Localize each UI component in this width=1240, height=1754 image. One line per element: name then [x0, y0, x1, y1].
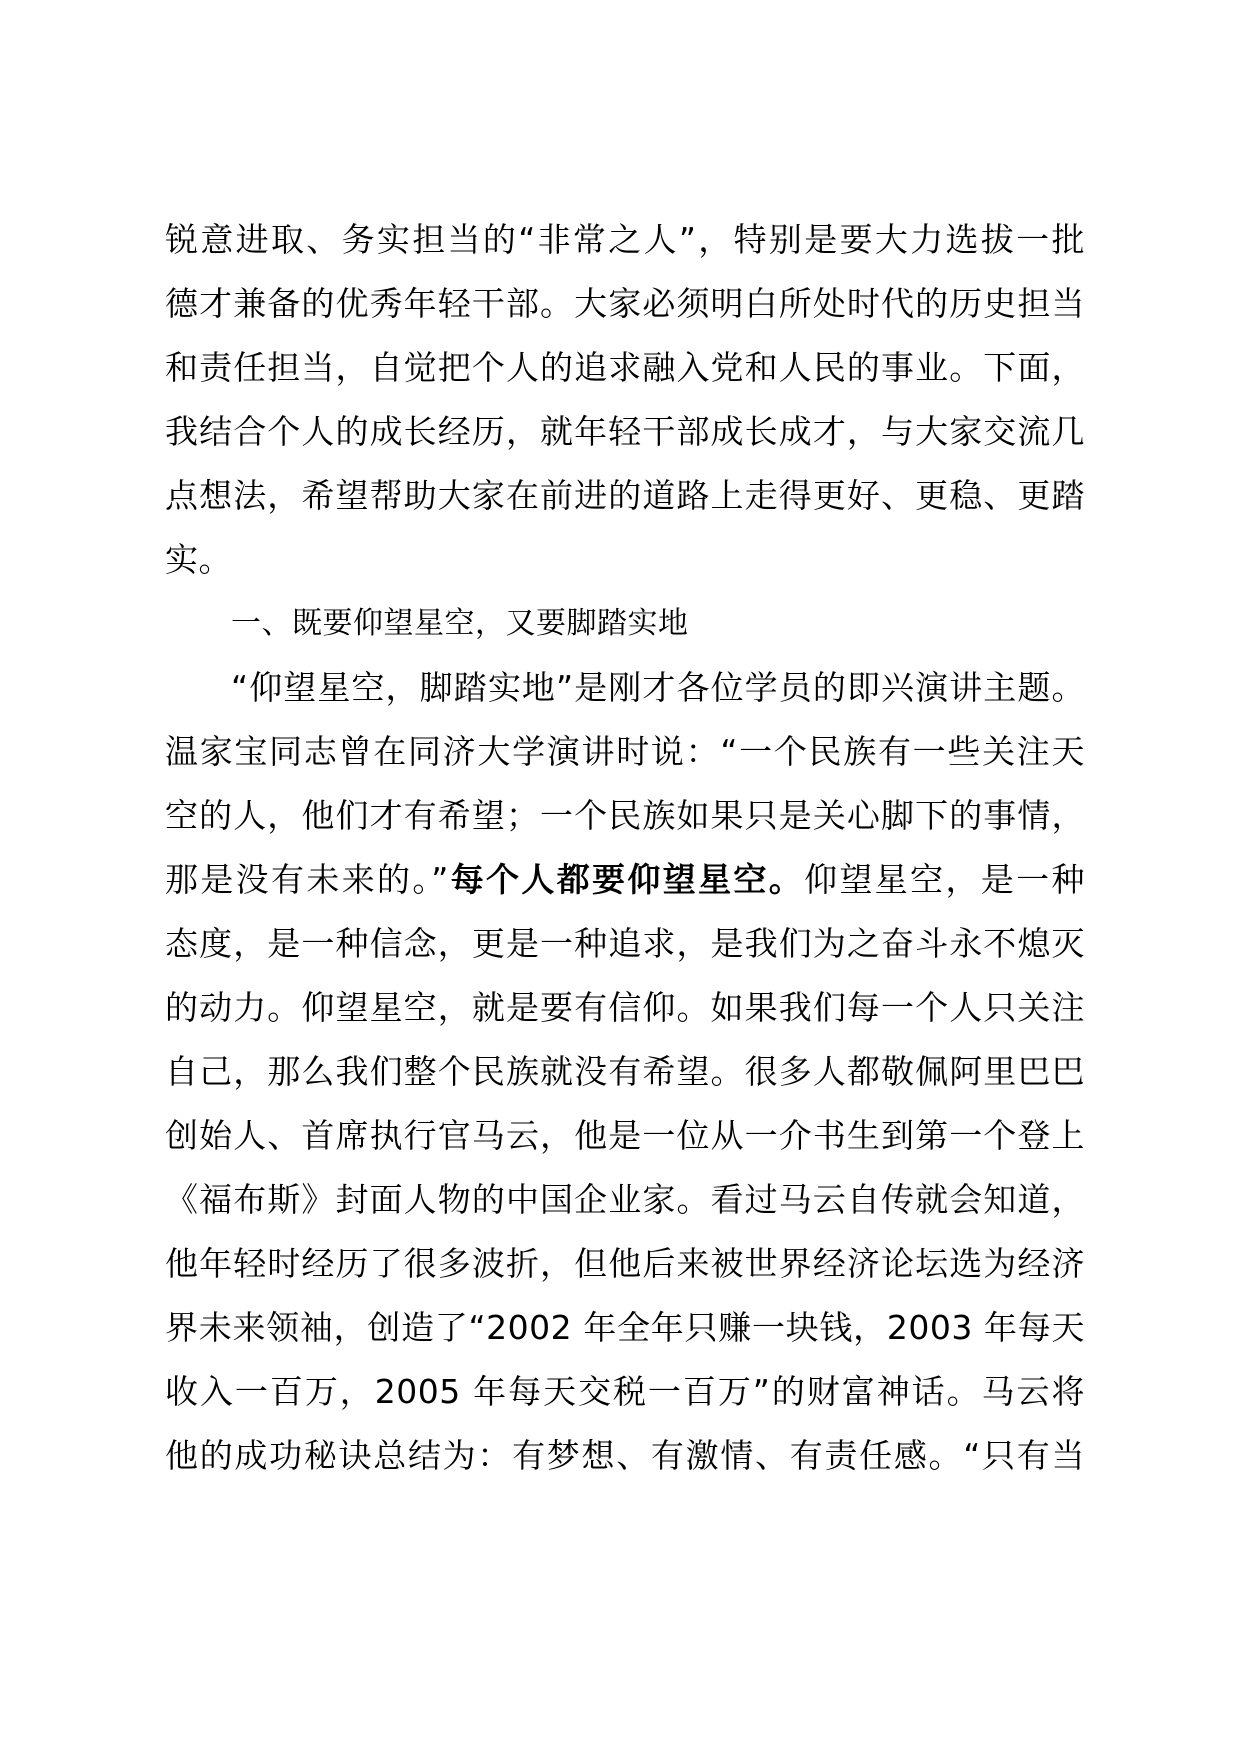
body-text-line: 锐意进取、务实担当的“非常之人”，特别是要大力选拔一批	[165, 220, 1085, 259]
bold-emphasis: 每个人都要仰望星空。	[448, 860, 805, 899]
body-text-line: 温家宝同志曾在同济大学演讲时说：“一个民族有一些关注天	[165, 732, 1085, 771]
body-text-line: 他年轻时经历了很多波折，但他后来被世界经济论坛选为经济	[165, 1244, 1085, 1283]
body-text-line: 他的成功秘诀总结为：有梦想、有激情、有责任感。“只有当	[165, 1436, 1085, 1475]
body-text-line: 自己，那么我们整个民族就没有希望。很多人都敬佩阿里巴巴	[165, 1052, 1085, 1091]
body-text-line: 我结合个人的成长经历，就年轻干部成长成才，与大家交流几	[165, 412, 1085, 451]
body-text-line: 收入一百万，2005 年每天交税一百万”的财富神话。马云将	[165, 1372, 1085, 1411]
body-text-line: 德才兼备的优秀年轻干部。大家必须明白所处时代的历史担当	[165, 284, 1085, 323]
body-text-line	[165, 848, 1085, 912]
body-text-line: 空的人，他们才有希望；一个民族如果只是关心脚下的事情，	[165, 796, 1085, 835]
body-text-segment: 仰望星空，是一种	[804, 860, 1086, 899]
body-text-line: “仰望星空，脚踏实地”是刚才各位学员的即兴演讲主题。	[231, 668, 1085, 707]
section-heading: 一、既要仰望星空，又要脚踏实地	[231, 606, 689, 641]
body-text-line: 和责任担当，自觉把个人的追求融入党和人民的事业。下面，	[165, 348, 1085, 387]
body-text-line: 创始人、首席执行官马云，他是一位从一介书生到第一个登上	[165, 1116, 1085, 1155]
body-text-line: 态度，是一种信念，更是一种追求，是我们为之奋斗永不熄灭	[165, 924, 1085, 963]
body-text-line: 界未来领袖，创造了“2002 年全年只赚一块钱，2003 年每天	[165, 1308, 1085, 1347]
body-text-line: 点想法，希望帮助大家在前进的道路上走得更好、更稳、更踏	[165, 476, 1085, 515]
body-text-line: 实。	[165, 540, 232, 579]
body-text-line: 的动力。仰望星空，就是要有信仰。如果我们每一个人只关注	[165, 988, 1085, 1027]
body-text-line: 《福布斯》封面人物的中国企业家。看过马云自传就会知道，	[165, 1180, 1085, 1219]
body-text-segment: 那是没有未来的。”	[165, 860, 449, 899]
